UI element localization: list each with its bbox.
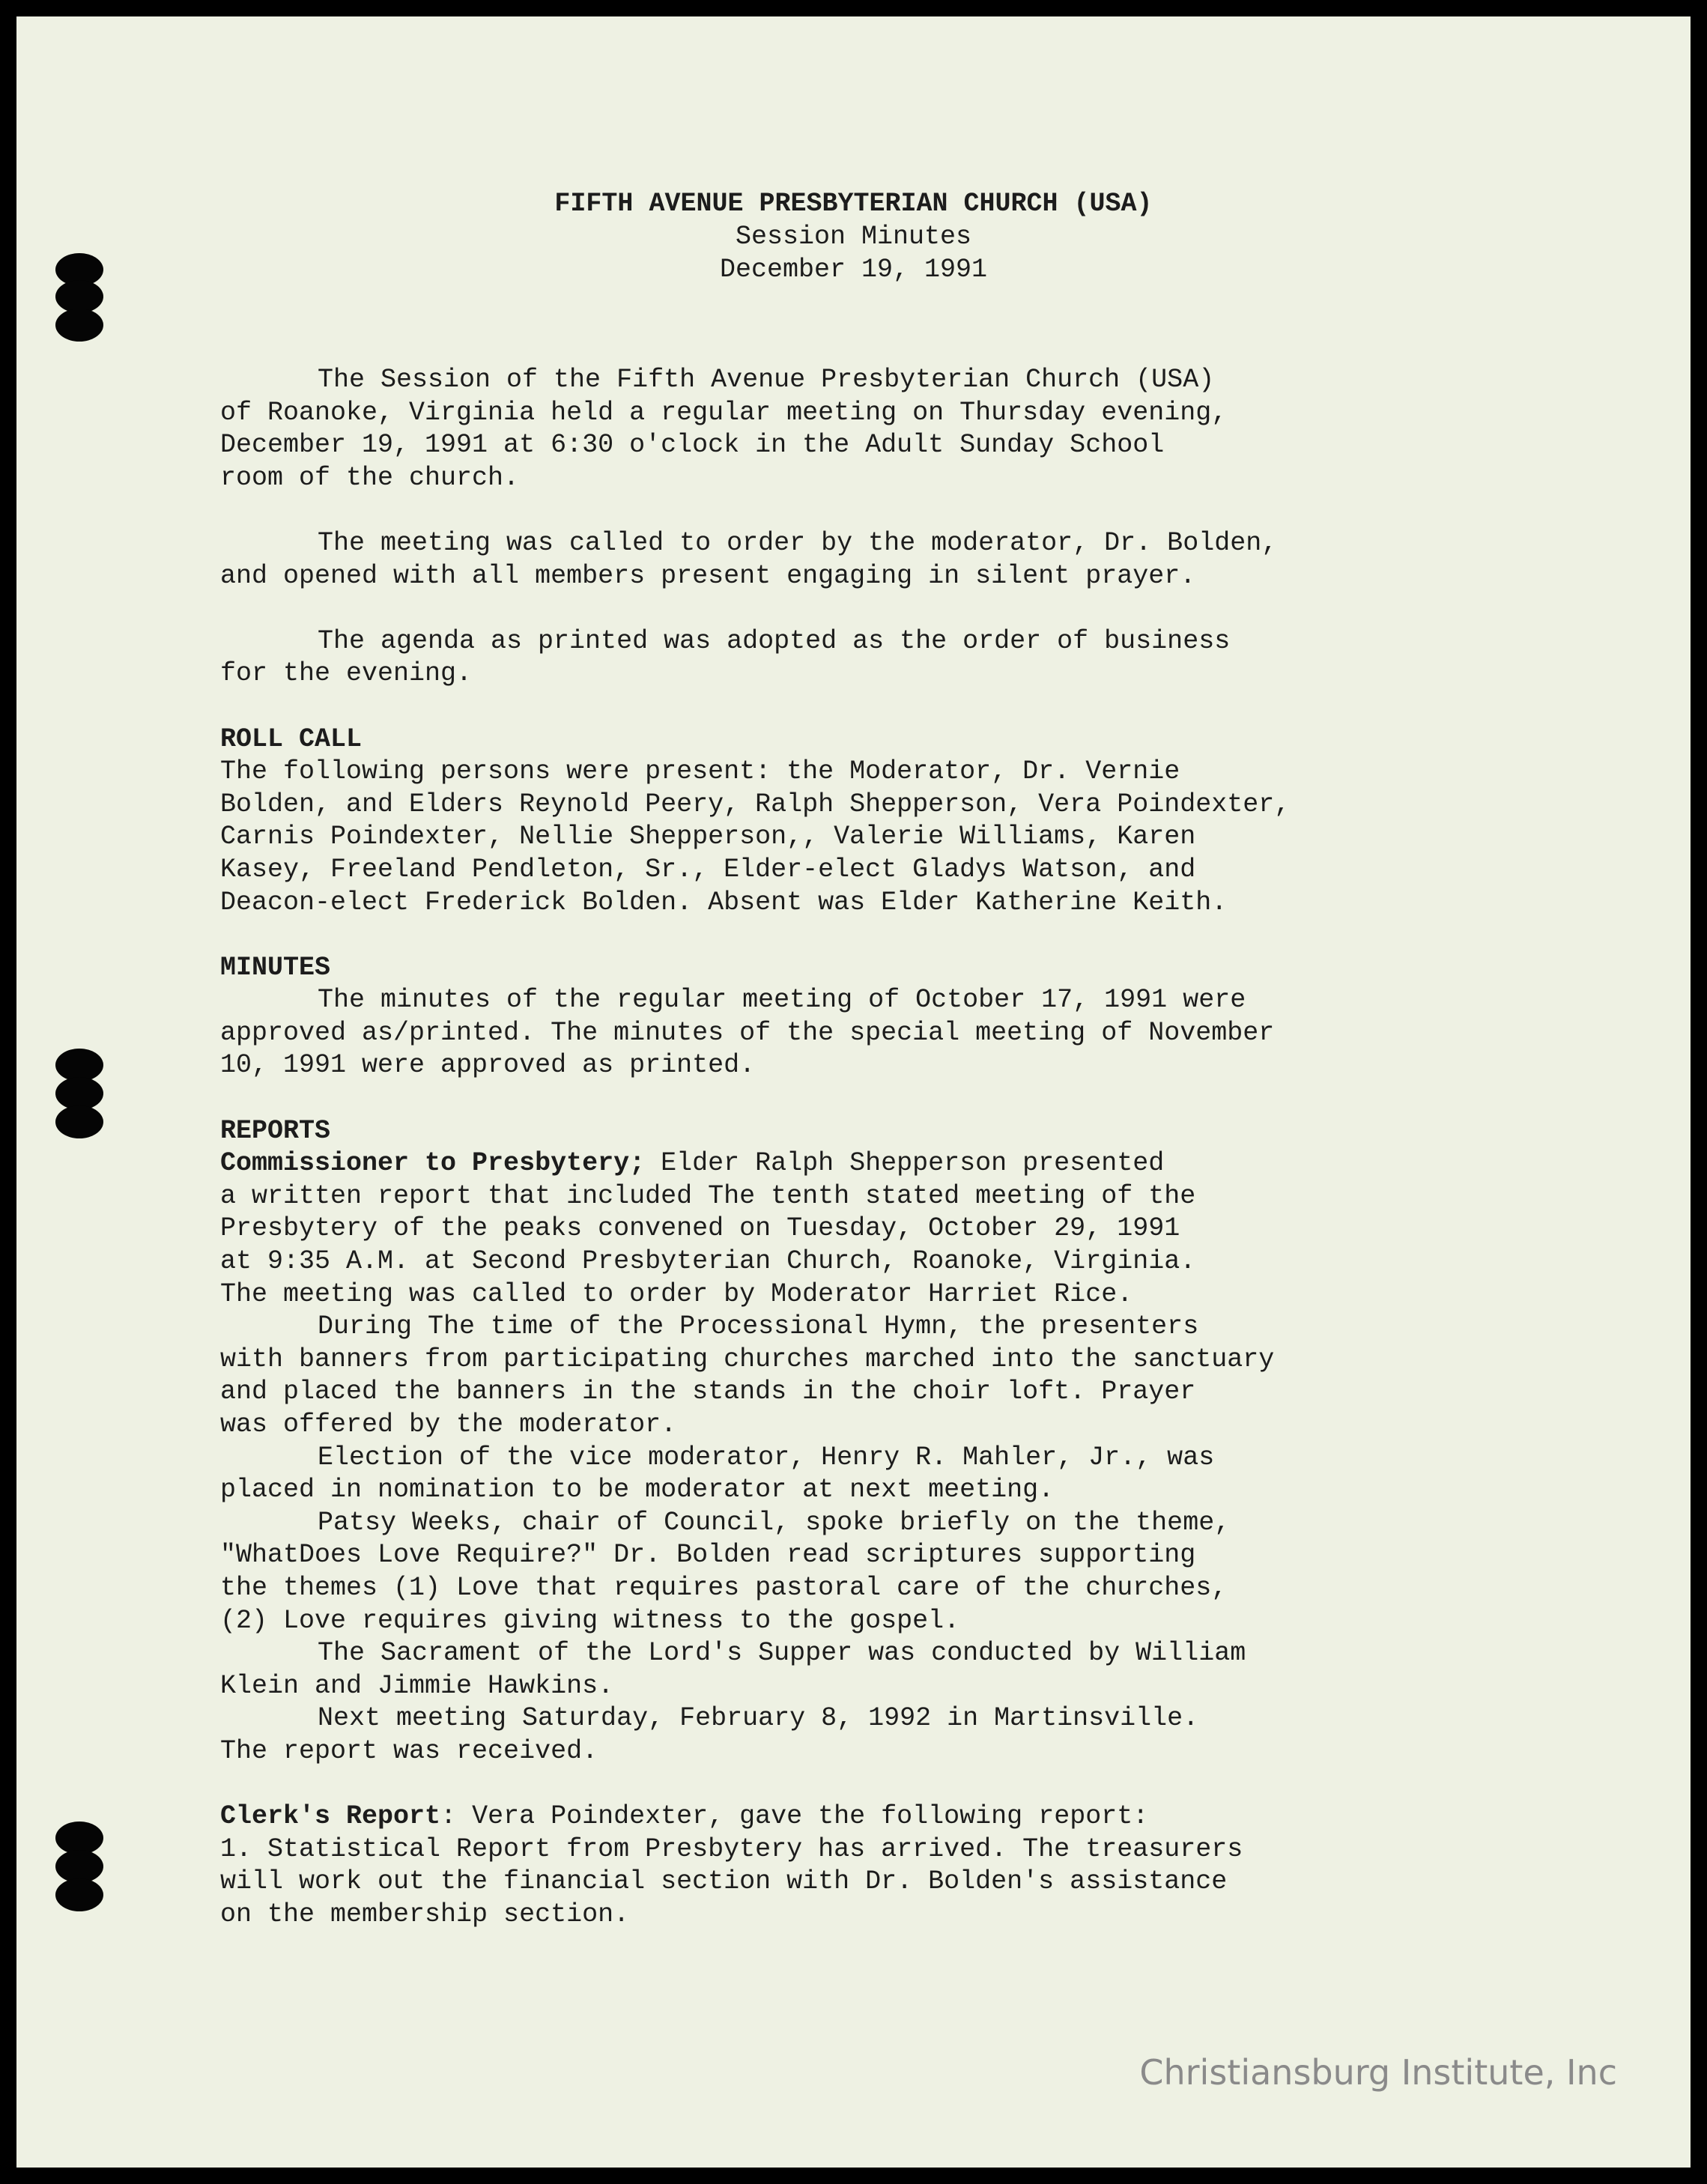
text-line: room of the church. [220,462,520,493]
text-line: Election of the vice moderator, Henry R. Mahler, Jr., was [318,1442,1215,1472]
text-line: Clerk's Report: Vera Poindexter, gave the following report: [220,1801,1149,1832]
text-line: The Sacrament of the Lord's Supper was conducted by William [318,1638,1246,1669]
text-line: a written report that included The tenth stated meeting of the [220,1180,1196,1211]
text-line: at 9:35 A.M. at Second Presbyterian Church, Roanoke, Virginia. [220,1246,1196,1277]
text-line: Presbytery of the peaks convened on Tuesday, October 29, 1991 [220,1213,1180,1244]
text-line: "WhatDoes Love Require?" Dr. Bolden read scriptures supporting [220,1540,1196,1571]
text-line: The meeting was called to order by the moderator, Dr. Bolden, [318,527,1278,558]
watermark: Christiansburg Institute, Inc [1139,2052,1617,2093]
text-line: During The time of the Processional Hymn, the presenters [318,1311,1199,1342]
text-line: The following persons were present: the Moderator, Dr. Vernie [220,756,1180,787]
text-line: Kasey, Freeland Pendleton, Sr., Elder-elect Gladys Watson, and [220,854,1196,885]
text-line: on the membership section. [220,1899,630,1929]
text-line: Patsy Weeks, chair of Council, spoke briefly on the theme, [318,1507,1231,1538]
document-subtitle: Session Minutes [735,222,972,252]
document-page [16,16,1691,2168]
text-line: Deacon-elect Frederick Bolden. Absent was Elder Katherine Keith. [220,887,1228,917]
text-line: The minutes of the regular meeting of October 17, 1991 were [318,985,1246,1016]
text-line: Carnis Poindexter, Nellie Shepperson,, Valerie Williams, Karen [220,822,1196,852]
text-line: of Roanoke, Virginia held a regular meeting on Thursday evening, [220,397,1228,428]
text-line: Next meeting Saturday, February 8, 1992 in Martinsville. [318,1703,1199,1734]
text-line: was offered by the moderator. [220,1410,677,1440]
text-line: placed in nomination to be moderator at next meeting. [220,1475,1055,1505]
section-heading: MINUTES [220,952,331,983]
section-heading: ROLL CALL [220,724,363,754]
text-line: Klein and Jimmie Hawkins. [220,1670,614,1701]
meeting-date: December 19, 1991 [719,255,988,285]
text-line: approved as/printed. The minutes of the special meeting of November [220,1017,1275,1048]
text-line: The Session of the Fifth Avenue Presbyterian Church (USA) [318,365,1215,395]
text-line: The meeting was called to order by Moderator Harriet Rice. [220,1278,1133,1309]
minutes-body [220,364,1681,1932]
text-line: will work out the financial section with Dr. Bolden's assistance [220,1866,1228,1897]
punch-hole [55,1105,103,1138]
text-line: The agenda as printed was adopted as the order of business [318,625,1231,656]
section-heading: REPORTS [220,1115,331,1146]
punch-hole [55,309,103,342]
text-line: 1. Statistical Report from Presbytery has arrived. The treasurers [220,1833,1243,1864]
text-line: 10, 1991 were approved as printed. [220,1050,756,1081]
text-line: with banners from participating churches marched into the sanctuary [220,1344,1275,1374]
text-line: Bolden, and Elders Reynold Peery, Ralph Shepperson, Vera Poindexter, [220,789,1291,819]
text-line: The report was received. [220,1735,598,1766]
text-line: and opened with all members present engaging in silent prayer. [220,560,1196,591]
text-line: Commissioner to Presbytery; Elder Ralph Shepperson presented [220,1148,1165,1179]
church-title: FIFTH AVENUE PRESBYTERIAN CHURCH (USA) [554,189,1153,219]
text-line: December 19, 1991 at 6:30 o'clock in the Adult Sunday School [220,430,1165,461]
text-line: for the evening. [220,658,473,689]
punch-hole [55,1878,103,1911]
text-line: and placed the banners in the stands in the choir loft. Prayer [220,1377,1196,1407]
text-line: the themes (1) Love that requires pastoral care of the churches, [220,1572,1228,1603]
text-line: (2) Love requires giving witness to the gospel. [220,1605,960,1636]
